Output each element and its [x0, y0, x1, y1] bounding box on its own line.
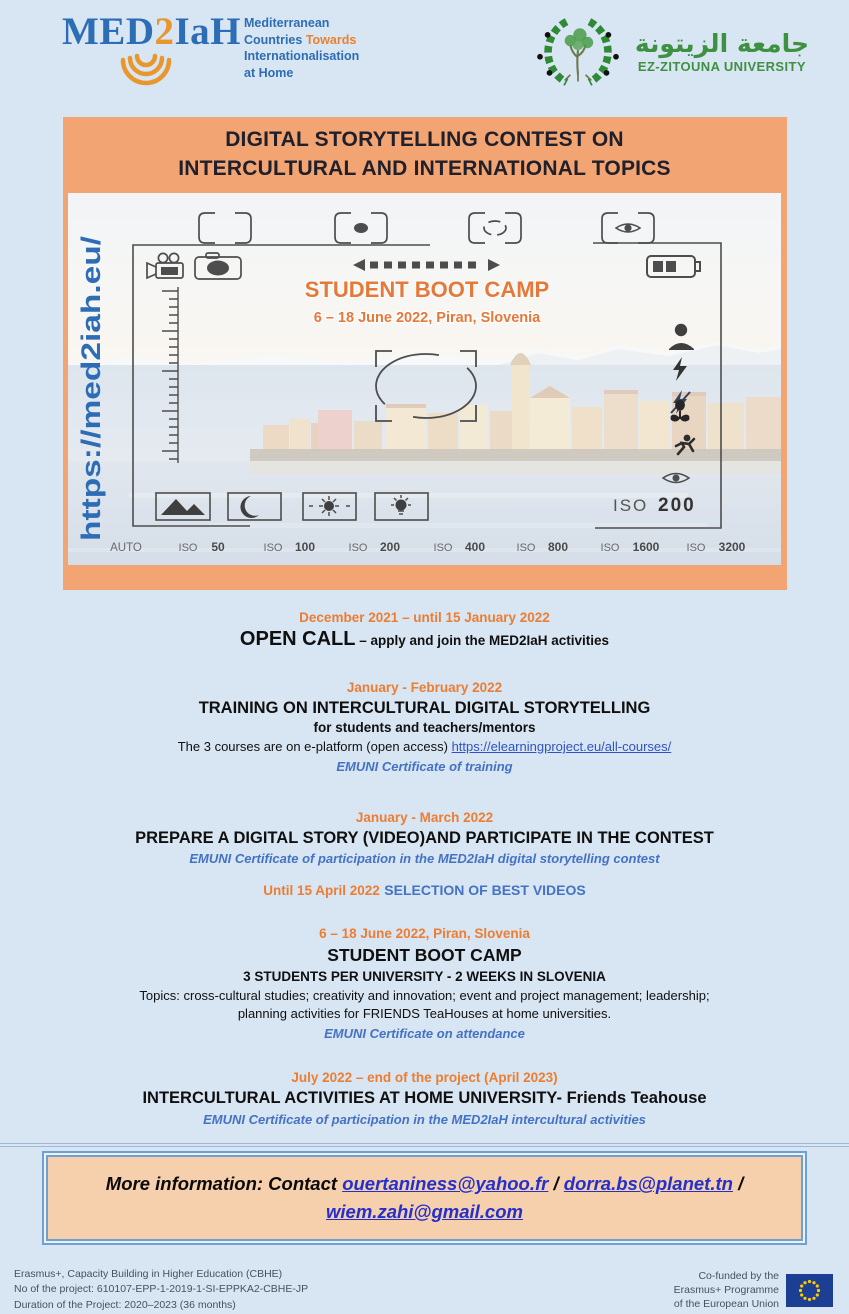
footer	[0, 1267, 849, 1314]
contest-certificate: EMUNI Certificate of participation in the MED2IaH digital storytelling contest	[189, 851, 660, 867]
open-call-date: December 2021 – until 15 January 2022	[299, 609, 550, 625]
timeline-contest	[0, 808, 849, 869]
timeline-boot-camp	[0, 924, 849, 1043]
training-certificate: EMUNI Certificate of training	[336, 759, 513, 775]
training-title: TRAINING ON INTERCULTURAL DIGITAL STORYTELLING	[198, 699, 651, 718]
teahouse-certificate: EMUNI Certificate of participation in the MED2IaH intercultural activities	[203, 1111, 646, 1127]
university-name-arabic: جامعة الزيتونة	[634, 28, 809, 58]
contact-email-3[interactable]: wiem.zahi@gmail.com	[326, 1200, 523, 1222]
contact-label: More information: Contact	[105, 1173, 343, 1195]
email-separator: /	[738, 1173, 744, 1195]
timeline-training	[0, 678, 849, 777]
university-name-english: EZ-ZITOUNA UNIVERSITY	[637, 59, 806, 75]
poster-panel	[63, 117, 787, 590]
tagline-line4: at Home	[244, 65, 294, 80]
tagline-line3: Internationalisation	[244, 49, 360, 63]
svg-text:200: 200	[379, 539, 401, 554]
eu-cofunding	[674, 1269, 833, 1312]
svg-text:400: 400	[464, 539, 486, 554]
contact-email-2[interactable]: dorra.bs@planet.tn	[563, 1173, 733, 1195]
svg-text:ISO: ISO	[263, 541, 283, 554]
svg-text:ISO: ISO	[600, 541, 620, 554]
svg-text:ISO: ISO	[516, 541, 536, 554]
eu-flag-icon	[786, 1274, 833, 1307]
project-info-line2: No of the project: 610107-EPP-1-2019-1-SI-EPPKA2-CBHE-JP	[14, 1283, 309, 1296]
svg-text:1600: 1600	[632, 539, 660, 554]
svg-text:ISO: ISO	[348, 541, 368, 554]
timeline	[0, 608, 849, 1129]
timeline-teahouse	[0, 1068, 849, 1129]
university-name	[635, 30, 809, 75]
svg-text:100: 100	[294, 539, 316, 554]
svg-text:AUTO: AUTO	[110, 541, 142, 554]
svg-text:50: 50	[211, 539, 225, 554]
viewfinder-photo	[68, 193, 781, 565]
project-info	[14, 1267, 308, 1314]
svg-text:800: 800	[547, 539, 569, 554]
training-subtitle: for students and teachers/mentors	[313, 720, 536, 736]
tagline-line1: Mediterranean	[244, 16, 330, 30]
camp-title: STUDENT BOOT CAMP	[304, 276, 550, 302]
contest-date: January - March 2022	[355, 809, 494, 825]
piran-scene	[68, 193, 781, 565]
boot-camp-date: 6 – 18 June 2022, Piran, Slovenia	[319, 926, 530, 942]
tagline-line2: Countries Towards	[244, 32, 357, 47]
teahouse-date: July 2022 – end of the project (April 2023)	[291, 1069, 558, 1085]
signal-arcs-icon	[114, 46, 178, 92]
cofunded-text: Co-funded by the Erasmus+ Programme of the European Union	[673, 1269, 779, 1311]
selection-date: Until 15 April 2022	[263, 882, 380, 898]
laurel-wreath-icon	[530, 14, 626, 90]
brand-tagline	[244, 15, 359, 81]
site-url-vertical: https://med2iah.eu/	[76, 294, 106, 541]
iso-readout-value: 200	[658, 494, 696, 516]
timeline-open-call	[0, 608, 849, 651]
camp-dates: 6 – 18 June 2022, Piran, Slovenia	[313, 309, 541, 326]
project-info-line3: Duration of the Project: 2020–2023 (36 months)	[14, 1299, 236, 1312]
wordmark-two: 2	[154, 10, 175, 53]
training-date: January - February 2022	[346, 679, 503, 695]
svg-text:3200: 3200	[718, 539, 746, 554]
wordmark-post: IaH	[174, 10, 242, 53]
email-separator: /	[553, 1173, 559, 1195]
training-body: The 3 courses are on e-platform (open access) https://elearningproject.eu/all-courses/	[177, 739, 672, 755]
project-info-line1: Erasmus+, Capacity Building in Higher Education (CBHE)	[14, 1267, 283, 1280]
iso-readout-label: ISO	[613, 495, 649, 515]
teahouse-title: INTERCULTURAL ACTIVITIES AT HOME UNIVERSITY- Friends Teahouse	[142, 1089, 707, 1108]
open-call-title: OPEN CALL – apply and join the MED2IaH activities	[239, 627, 610, 650]
contact-email-1[interactable]: ouertaniness@yahoo.fr	[342, 1173, 549, 1195]
boot-camp-title: STUDENT BOOT CAMP	[327, 945, 522, 966]
university-logo	[530, 14, 809, 90]
med2iah-logo	[62, 12, 407, 104]
wordmark-pre: MED	[62, 10, 155, 53]
boot-camp-topics-line1: Topics: cross-cultural studies; creativity and innovation; event and project management; leadership;	[139, 987, 710, 1003]
elearning-link[interactable]: https://elearningproject.eu/all-courses/	[451, 739, 672, 755]
poster-title: DIGITAL STORYTELLING CONTEST ON INTERCULTURAL AND INTERNATIONAL TOPICS	[178, 128, 671, 180]
header	[0, 0, 849, 104]
selection-title: SELECTION OF BEST VIDEOS	[384, 881, 586, 898]
timeline-selection	[0, 881, 849, 901]
divider-line	[0, 1143, 849, 1147]
contest-title: PREPARE A DIGITAL STORY (VIDEO)AND PARTICIPATE IN THE CONTEST	[135, 829, 714, 848]
boot-camp-certificate: EMUNI Certificate on attendance	[324, 1026, 525, 1042]
boot-camp-subtitle: 3 STUDENTS PER UNIVERSITY - 2 WEEKS IN SLOVENIA	[243, 968, 606, 984]
svg-text:ISO: ISO	[433, 541, 453, 554]
boot-camp-topics-line2: planning activities for FRIENDS TeaHouses at home universities.	[237, 1006, 612, 1022]
svg-text:ISO: ISO	[686, 541, 706, 554]
svg-text:ISO: ISO	[178, 541, 198, 554]
contact-box	[46, 1155, 803, 1241]
